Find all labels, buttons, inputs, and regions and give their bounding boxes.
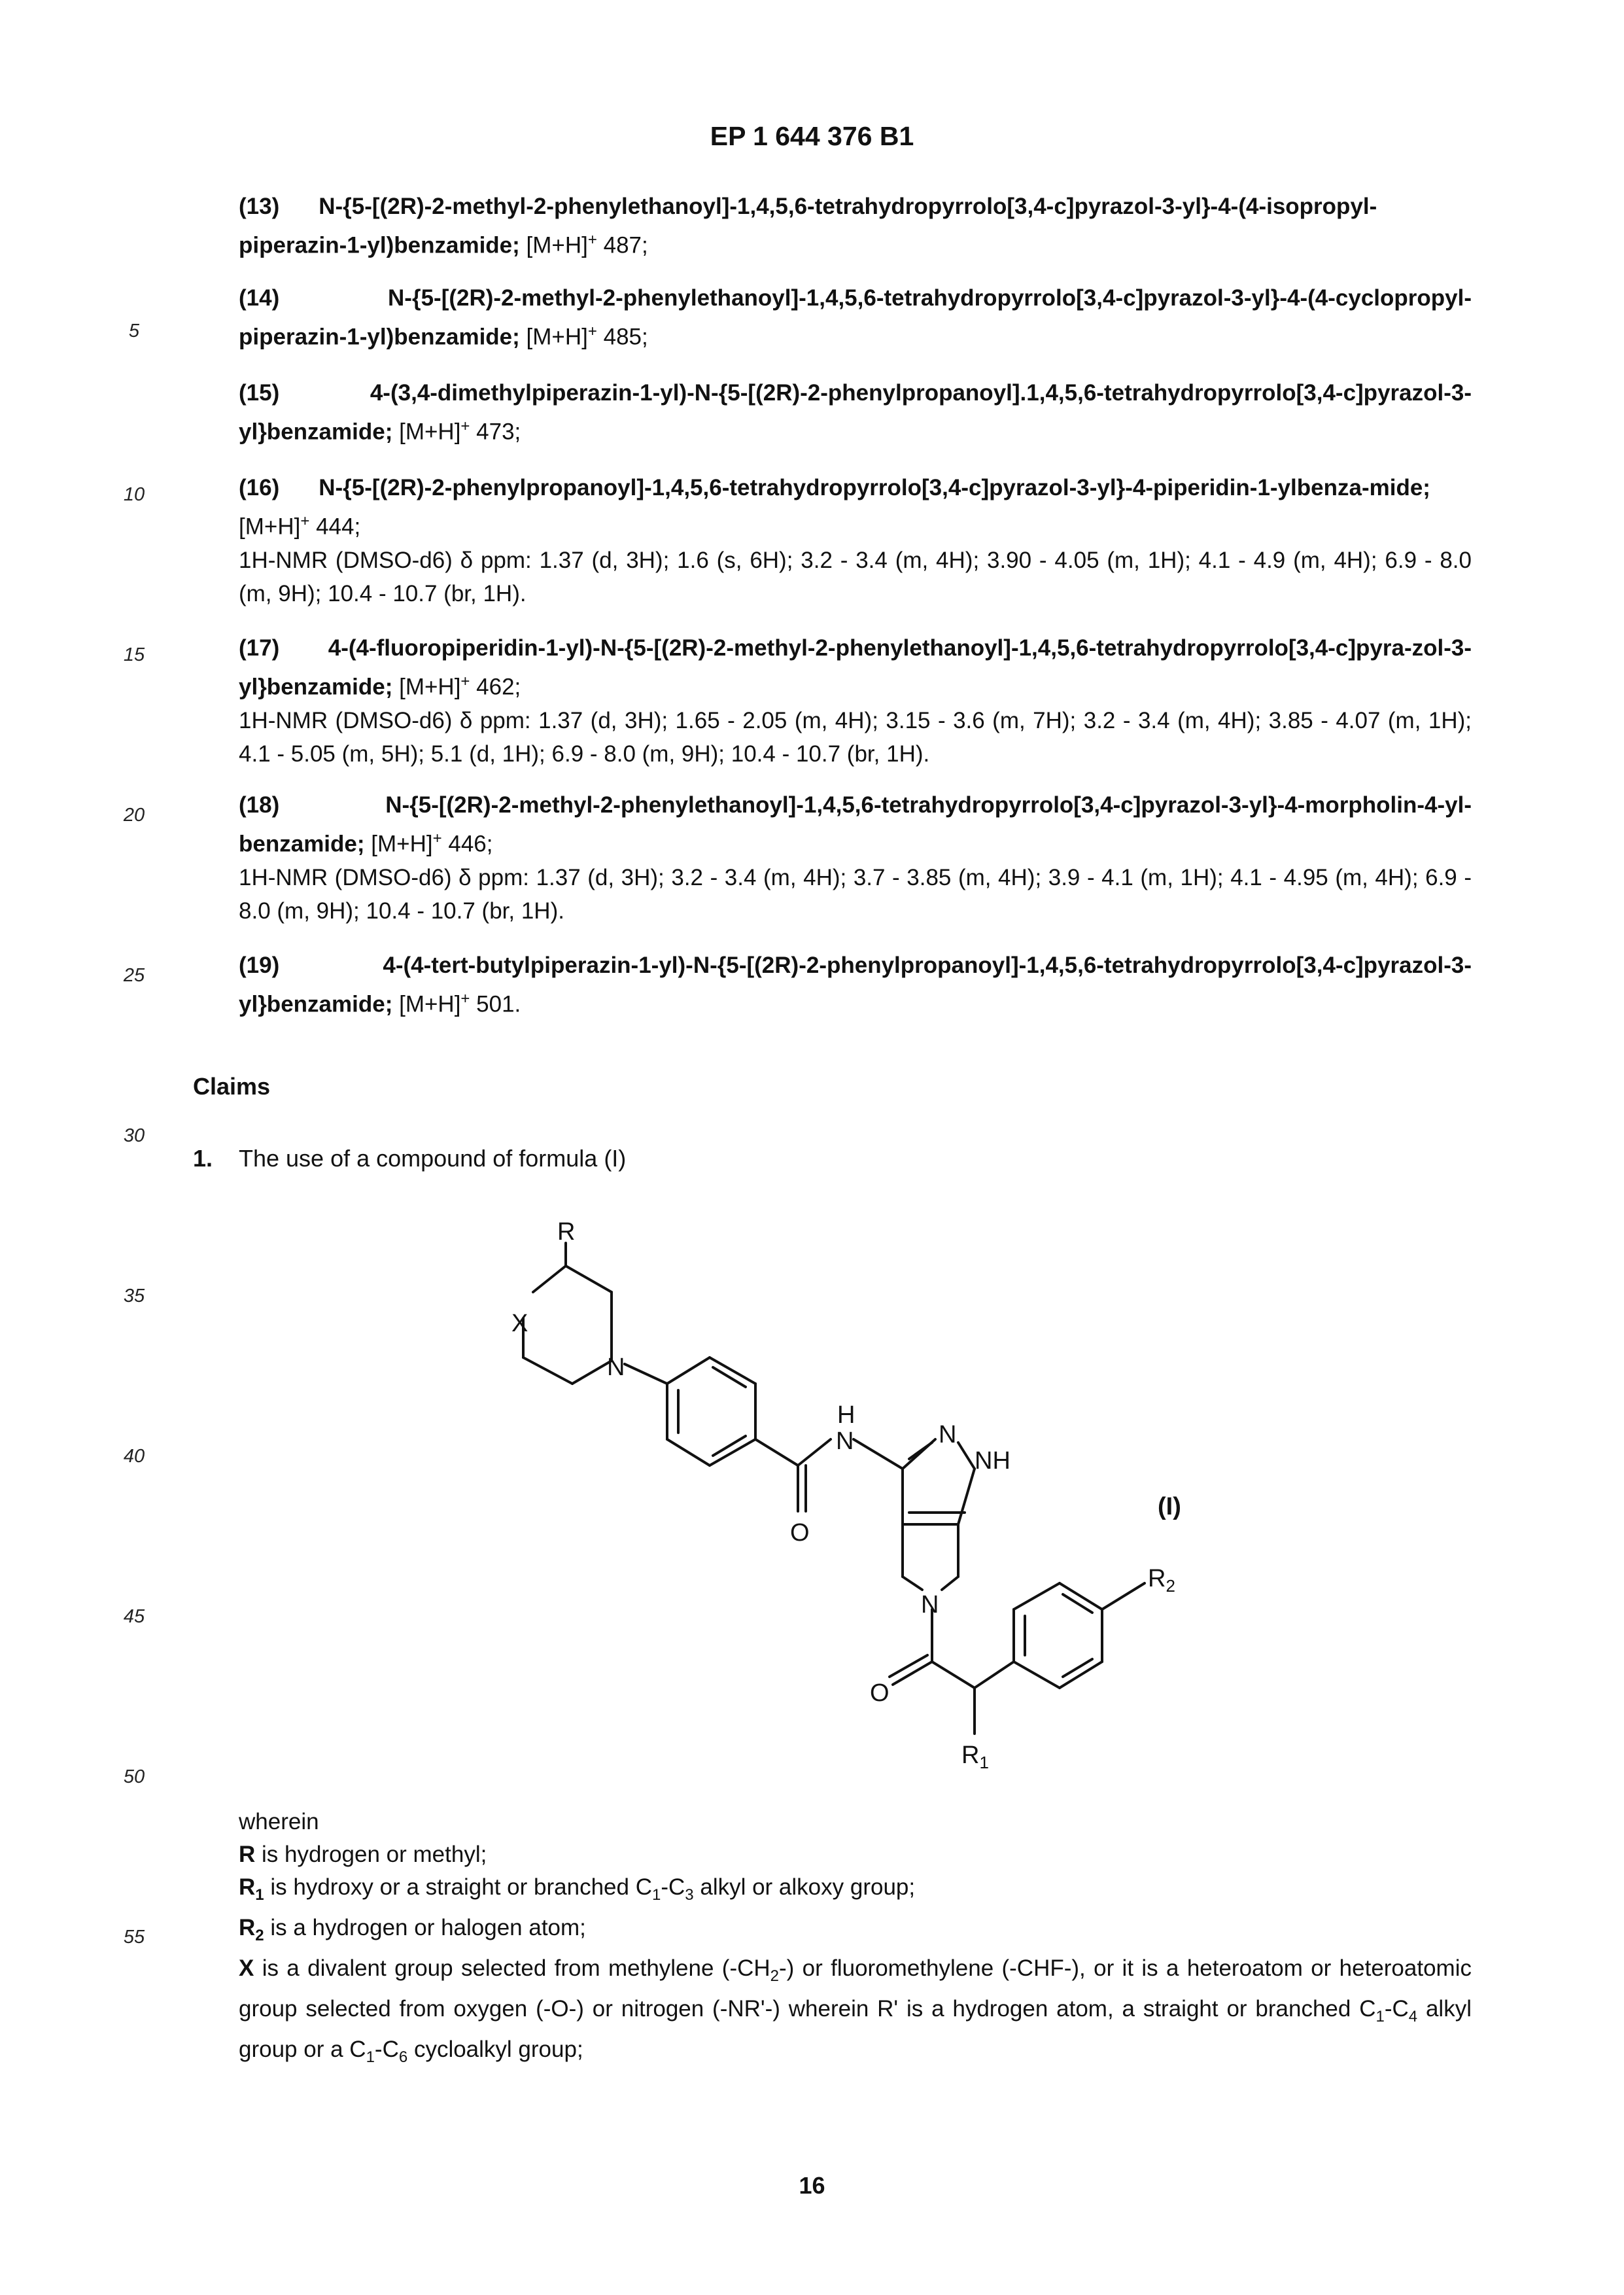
ms-prefix: [M+H]	[526, 232, 588, 258]
definition-x: X is a divalent group selected from methylene $(-CH_2-)$ or fluoromethylene (-CHF-), or it is a heteroatom or heteroatomic group selected from oxygen (-O-) or nitrogen (-NR'-) wherein R' is a hydrogen atom, a straight or branched $C_1-C_4$ alkyl group or a $C_1-C_6$ cycloalkyl group;	[239, 1955, 1472, 2066]
definition-r: R is hydrogen or methyl;	[239, 1842, 487, 1867]
line-number: 10	[123, 484, 145, 505]
compound-number: (19)	[239, 953, 280, 978]
compound-number: (13)	[239, 194, 280, 219]
compound-name: 4-(4-tert-butylpiperazin-1-yl)-N-{5-[(2R)-2-phenylpropanoyl]-1,4,5,6-tetrahydropyrrolo[3,4-c]pyrazol-3-yl}benzamide;	[239, 953, 1472, 1017]
compound-entry-14: (14) N-{5-[(2R)-2-methyl-2-phenylethanoyl]-1,4,5,6-tetrahydropyrrolo[3,4-c]pyrazol-3-yl}-4-(4-cyclopropyl-piperazin-1-yl)benzamide; [M+H]+ 485;	[239, 285, 1472, 350]
ms-prefix: [M+H]	[399, 674, 461, 700]
atom-label: O	[790, 1519, 810, 1547]
ms-prefix: [M+H]	[239, 514, 301, 540]
nmr-data: 1H-NMR (DMSO-d6) δ ppm: 1.37 (d, 3H); 1.6 (s, 6H); 3.2 - 3.4 (m, 4H); 3.90 - 4.05 (m, 1H); 4.1 - 4.9 (m, 4H); 6.9 - 8.0 (m, 9H); 10.4 - 10.7 (br, 1H).	[239, 547, 1472, 606]
ms-prefix: [M+H]	[399, 419, 461, 445]
ms-value: 462;	[470, 674, 521, 700]
compound-number: (18)	[239, 792, 280, 818]
atom-label: $R_2$	[1148, 1565, 1175, 1596]
compound-name: 4-(4-fluoropiperidin-1-yl)-N-{5-[(2R)-2-methyl-2-phenylethanoyl]-1,4,5,6-tetrahydropyrrolo[3,4-c]pyra-zol-3-yl}benzamide;	[239, 635, 1472, 700]
formula-drawing	[458, 1217, 1243, 1793]
ms-value: 501.	[470, 991, 521, 1017]
wherein-definitions	[239, 1806, 1472, 2074]
nmr-data: 1H-NMR (DMSO-d6) δ ppm: 1.37 (d, 3H); 3.2 - 3.4 (m, 4H); 3.7 - 3.85 (m, 4H); 3.9 - 4.1 (m, 1H); 4.1 - 4.95 (m, 4H); 6.9 - 8.0 (m, 9H); 10.4 - 10.7 (br, 1H).	[239, 864, 1472, 924]
page-number: 16	[799, 2172, 825, 2199]
line-number: 50	[123, 1766, 145, 1787]
compound-name: 4-(3,4-dimethylpiperazin-1-yl)-N-{5-[(2R)-2-phenylpropanoyl].1,4,5,6-tetrahydropyrrolo[3,4-c]pyrazol-3-yl}benzamide;	[239, 380, 1472, 445]
structural-formula	[458, 1217, 1243, 1796]
atom-label: X	[511, 1310, 528, 1337]
line-number: 20	[123, 805, 145, 826]
line-number: 45	[123, 1606, 145, 1627]
line-number: 5	[128, 321, 140, 342]
compound-entry-16: (16) N-{5-[(2R)-2-phenylpropanoyl]-1,4,5,6-tetrahydropyrrolo[3,4-c]pyrazol-3-yl}-4-piperidin-1-ylbenza-mide; [M+H]+ 444; 1H-NMR (DMSO-d6) δ ppm: 1.37 (d, 3H); 1.6 (s, 6H); 3.2 - 3.4 (m, 4H); 3.90 - 4.05 (m, 1H); 4.1 - 4.9 (m, 4H); 6.9 - 8.0 (m, 9H); 10.4 - 10.7 (br, 1H).	[239, 475, 1472, 606]
compound-entry-15: (15) 4-(3,4-dimethylpiperazin-1-yl)-N-{5-[(2R)-2-phenylpropanoyl].1,4,5,6-tetrahydropyrrolo[3,4-c]pyrazol-3-yl}benzamide; [M+H]+ 473;	[239, 380, 1472, 445]
compound-number: (17)	[239, 635, 280, 661]
definition-r1: $R_1$ is hydroxy or a straight or branched $C_1-C_3$ alkyl or alkoxy group;	[239, 1874, 916, 1904]
ms-value: 446;	[441, 831, 493, 857]
line-number: 35	[123, 1286, 145, 1306]
atom-label: H	[837, 1401, 855, 1429]
compound-number: (16)	[239, 475, 280, 500]
line-number: 55	[123, 1927, 145, 1948]
atom-label: $R_1$	[961, 1742, 989, 1772]
compound-name: N-{5-[(2R)-2-methyl-2-phenylethanoyl]-1,4,5,6-tetrahydropyrrolo[3,4-c]pyrazol-3-yl}-4-(4-cyclopropyl-piperazin-1-yl)benzamide;	[239, 285, 1472, 350]
atom-label: O	[870, 1679, 890, 1707]
formula-label: (I)	[1158, 1493, 1181, 1520]
wherein-intro: wherein	[239, 1809, 319, 1834]
nmr-data: 1H-NMR (DMSO-d6) δ ppm: 1.37 (d, 3H); 1.65 - 2.05 (m, 4H); 3.15 - 3.6 (m, 7H); 3.2 - 3.4 (m, 4H); 3.85 - 4.07 (m, 1H); 4.1 - 5.05 (m, 5H); 5.1 (d, 1H); 6.9 - 8.0 (m, 9H); 10.4 - 10.7 (br, 1H).	[239, 707, 1472, 767]
definition-r2: $R_2$ is a hydrogen or halogen atom;	[239, 1915, 586, 1944]
claim-number: 1.	[193, 1145, 213, 1172]
atom-label: R	[557, 1218, 576, 1246]
ms-value: 485;	[596, 324, 648, 350]
ms-value: 487;	[596, 232, 648, 258]
line-number: 25	[123, 965, 145, 986]
compound-entry-19: (19) 4-(4-tert-butylpiperazin-1-yl)-N-{5-[(2R)-2-phenylpropanoyl]-1,4,5,6-tetrahydropyrrolo[3,4-c]pyrazol-3-yl}benzamide; [M+H]+ 501.	[239, 953, 1472, 1017]
claims-heading: Claims	[193, 1073, 271, 1100]
compound-entry-13: (13) N-{5-[(2R)-2-methyl-2-phenylethanoyl]-1,4,5,6-tetrahydropyrrolo[3,4-c]pyrazol-3-yl}-4-(4-isopropyl-piperazin-1-yl)benzamide; [M+H]+ 487;	[239, 194, 1377, 258]
ms-prefix: [M+H]	[526, 324, 588, 350]
claim-1	[193, 1145, 626, 1172]
compound-name: N-{5-[(2R)-2-methyl-2-phenylethanoyl]-1,4,5,6-tetrahydropyrrolo[3,4-c]pyrazol-3-yl}-4-morpholin-4-yl-benzamide;	[239, 792, 1472, 857]
document-number: EP 1 644 376 B1	[710, 121, 914, 151]
line-number: 15	[123, 644, 145, 665]
compound-number: (15)	[239, 380, 280, 406]
atom-label: N	[939, 1421, 957, 1448]
ms-prefix: [M+H]	[371, 831, 433, 857]
ms-value: 473;	[470, 419, 521, 445]
atom-label: NH	[975, 1447, 1011, 1475]
compound-entry-17: (17) 4-(4-fluoropiperidin-1-yl)-N-{5-[(2R)-2-methyl-2-phenylethanoyl]-1,4,5,6-tetrahydropyrrolo[3,4-c]pyra-zol-3-yl}benzamide; [M+H]+ 462; 1H-NMR (DMSO-d6) δ ppm: 1.37 (d, 3H); 1.65 - 2.05 (m, 4H); 3.15 - 3.6 (m, 7H); 3.2 - 3.4 (m, 4H); 3.85 - 4.07 (m, 1H); 4.1 - 5.05 (m, 5H); 5.1 (d, 1H); 6.9 - 8.0 (m, 9H); 10.4 - 10.7 (br, 1H).	[239, 635, 1472, 767]
atom-label: N	[921, 1591, 939, 1619]
claim-text: The use of a compound of formula (I)	[239, 1145, 627, 1172]
atom-label: N	[836, 1428, 854, 1455]
compound-entry-18: (18) N-{5-[(2R)-2-methyl-2-phenylethanoyl]-1,4,5,6-tetrahydropyrrolo[3,4-c]pyrazol-3-yl}-4-morpholin-4-yl-benzamide; [M+H]+ 446; 1H-NMR (DMSO-d6) δ ppm: 1.37 (d, 3H); 3.2 - 3.4 (m, 4H); 3.7 - 3.85 (m, 4H); 3.9 - 4.1 (m, 1H); 4.1 - 4.95 (m, 4H); 6.9 - 8.0 (m, 9H); 10.4 - 10.7 (br, 1H).	[239, 792, 1472, 924]
ms-prefix: [M+H]	[399, 991, 461, 1017]
compound-number: (14)	[239, 285, 280, 311]
line-number: 40	[123, 1446, 145, 1467]
compound-name: N-{5-[(2R)-2-methyl-2-phenylethanoyl]-1,4,5,6-tetrahydropyrrolo[3,4-c]pyrazol-3-yl}-4-(4-isopropyl-piperazin-1-yl)benzamide;	[239, 194, 1377, 258]
line-number: 30	[123, 1125, 145, 1146]
atom-label: N	[607, 1354, 625, 1381]
ms-value: 444;	[309, 514, 361, 540]
compound-name: N-{5-[(2R)-2-phenylpropanoyl]-1,4,5,6-tetrahydropyrrolo[3,4-c]pyrazol-3-yl}-4-piperidin-1-ylbenza-mide;	[319, 475, 1430, 500]
